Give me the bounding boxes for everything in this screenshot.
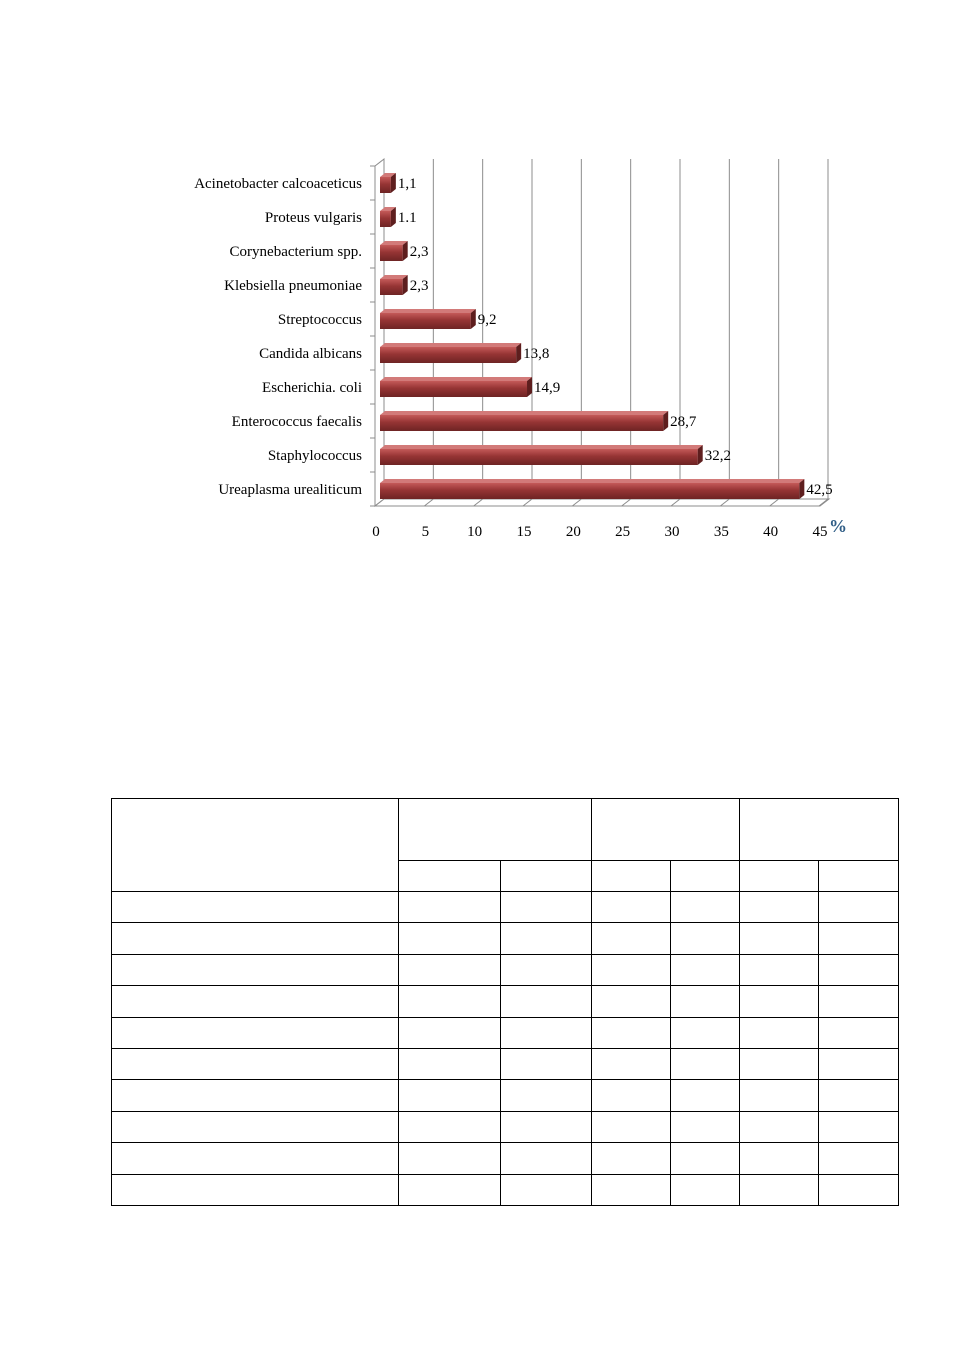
bar-front-face — [380, 279, 403, 295]
table-cell — [112, 1174, 399, 1205]
table-header-cell — [740, 799, 899, 861]
x-tick-label: 40 — [763, 524, 779, 540]
table-cell — [399, 1174, 501, 1205]
table-cell — [501, 1111, 592, 1142]
x-tick-label: 35 — [713, 524, 729, 540]
table-cell — [399, 892, 501, 923]
table-cell — [740, 1174, 819, 1205]
table-cell — [112, 923, 399, 954]
table-cell — [399, 1048, 501, 1079]
data-label: 13,8 — [523, 346, 550, 362]
bar-front-face — [380, 177, 391, 193]
table-cell — [592, 923, 671, 954]
table-cell — [399, 954, 501, 985]
bar-front-face — [380, 449, 698, 465]
table-cell — [819, 986, 899, 1017]
table-cell — [112, 892, 399, 923]
table-cell — [501, 892, 592, 923]
table-cell — [740, 923, 819, 954]
bar — [380, 275, 408, 295]
table-cell — [671, 954, 740, 985]
table-cell — [740, 986, 819, 1017]
bar-front-face — [380, 483, 799, 499]
y-category-label: Klebsiella pneumoniae — [224, 278, 362, 294]
table-header-cell — [399, 799, 592, 861]
table-row — [112, 1143, 899, 1174]
x-tick-label: 20 — [565, 524, 581, 540]
table-cell — [592, 954, 671, 985]
table-cell — [819, 923, 899, 954]
y-category-label: Streptococcus — [277, 312, 362, 328]
table-cell — [399, 1080, 501, 1111]
table-cell — [501, 1048, 592, 1079]
data-label: 28,7 — [670, 414, 697, 430]
y-category-label: Staphylococcus — [267, 448, 362, 464]
table-cell — [112, 986, 399, 1017]
y-category-label: Proteus vulgaris — [264, 210, 362, 226]
bar-front-face — [380, 245, 403, 261]
bar-chart — [0, 0, 954, 600]
bar-front-face — [380, 313, 471, 329]
table-row — [112, 892, 899, 923]
table-cell — [671, 1174, 740, 1205]
table-cell — [112, 1080, 399, 1111]
table-row — [112, 1017, 899, 1048]
table-cell — [740, 1017, 819, 1048]
table-header-row — [112, 799, 899, 861]
table-cell — [399, 1143, 501, 1174]
bar-top-face — [380, 377, 532, 381]
bar — [380, 377, 532, 397]
table-cell — [819, 1048, 899, 1079]
table-cell — [819, 892, 899, 923]
table-cell — [671, 1111, 740, 1142]
table-cell — [501, 1174, 592, 1205]
table-cell — [671, 1080, 740, 1111]
y-category-label: Enterococcus faecalis — [231, 414, 362, 430]
table-cell — [819, 954, 899, 985]
bar — [380, 343, 521, 363]
bar-front-face — [380, 381, 527, 397]
data-label: 32,2 — [704, 448, 731, 464]
table-subheader-cell — [740, 861, 819, 892]
table-cell — [740, 1048, 819, 1079]
table-cell — [501, 1080, 592, 1111]
data-label: 2,3 — [409, 278, 429, 294]
table-subheader-cell — [592, 861, 671, 892]
table-cell — [399, 923, 501, 954]
bar — [380, 411, 668, 431]
y-category-label: Acinetobacter calcoaceticus — [194, 176, 362, 192]
bar-top-face — [380, 309, 476, 313]
table-cell — [819, 1143, 899, 1174]
bar-top-face — [380, 343, 521, 347]
data-label: 42,5 — [806, 482, 833, 498]
table-cell — [740, 954, 819, 985]
x-tick-label: 15 — [516, 524, 532, 540]
data-label: 14,9 — [534, 380, 561, 396]
data-label: 1,1 — [397, 176, 417, 192]
bar — [380, 445, 703, 465]
table-row — [112, 954, 899, 985]
table-cell — [399, 1017, 501, 1048]
table-row — [112, 986, 899, 1017]
x-tick-label: 5 — [421, 524, 430, 540]
bar-top-face — [380, 479, 804, 483]
table-cell — [592, 1143, 671, 1174]
y-category-label: Corynebacterium spp. — [229, 244, 362, 260]
table-cell — [740, 1143, 819, 1174]
table-cell — [671, 1048, 740, 1079]
table-cell — [819, 1174, 899, 1205]
table-cell — [819, 1017, 899, 1048]
x-tick-label: 30 — [664, 524, 680, 540]
x-axis-unit-label: % — [829, 516, 847, 536]
table-cell — [671, 986, 740, 1017]
table-cell — [399, 986, 501, 1017]
table-cell — [501, 1143, 592, 1174]
table-cell — [819, 1080, 899, 1111]
data-label: 9,2 — [477, 312, 497, 328]
bar-top-face — [380, 445, 703, 449]
y-category-label: Ureaplasma urealiticum — [218, 482, 362, 498]
x-tick-label: 45 — [812, 524, 828, 540]
bar-front-face — [380, 211, 391, 227]
data-table — [111, 798, 899, 1206]
table-cell — [501, 954, 592, 985]
table-cell — [740, 1111, 819, 1142]
table-cell — [671, 923, 740, 954]
table-cell — [112, 1017, 399, 1048]
bar — [380, 479, 804, 499]
table-cell — [671, 1017, 740, 1048]
table-cell — [819, 1111, 899, 1142]
data-label: 2,3 — [409, 244, 429, 260]
table-cell — [592, 1080, 671, 1111]
table-header-cell — [592, 799, 740, 861]
bar — [380, 207, 396, 227]
table-row — [112, 1048, 899, 1079]
table-header-cell — [112, 799, 399, 892]
table-cell — [740, 1080, 819, 1111]
x-tick-label: 25 — [615, 524, 631, 540]
table-cell — [592, 1111, 671, 1142]
table-subheader-cell — [501, 861, 592, 892]
table-cell — [592, 1048, 671, 1079]
table-cell — [112, 954, 399, 985]
bar-top-face — [380, 411, 668, 415]
table-cell — [501, 986, 592, 1017]
table-cell — [592, 892, 671, 923]
table-cell — [592, 1174, 671, 1205]
y-category-label: Escherichia. coli — [262, 380, 362, 396]
table-cell — [112, 1048, 399, 1079]
table-cell — [501, 1017, 592, 1048]
table-subheader-cell — [671, 861, 740, 892]
table-cell — [112, 1111, 399, 1142]
table-cell — [501, 923, 592, 954]
table-cell — [671, 892, 740, 923]
table-cell — [740, 892, 819, 923]
bar — [380, 309, 476, 329]
y-category-label: Candida albicans — [259, 346, 362, 362]
table-cell — [112, 1143, 399, 1174]
table-cell — [592, 1017, 671, 1048]
x-tick-label: 10 — [467, 524, 483, 540]
table-row — [112, 1111, 899, 1142]
table-row — [112, 923, 899, 954]
table-row — [112, 1080, 899, 1111]
table-subheader-cell — [399, 861, 501, 892]
bar — [380, 173, 396, 193]
floor — [375, 499, 829, 506]
data-label: 1.1 — [397, 210, 417, 226]
table-row — [112, 1174, 899, 1205]
bar — [380, 241, 408, 261]
x-tick-label: 0 — [372, 524, 380, 540]
table-cell — [592, 986, 671, 1017]
table-subheader-cell — [819, 861, 899, 892]
bar-front-face — [380, 415, 663, 431]
table-cell — [671, 1143, 740, 1174]
table-cell — [399, 1111, 501, 1142]
bar-front-face — [380, 347, 516, 363]
